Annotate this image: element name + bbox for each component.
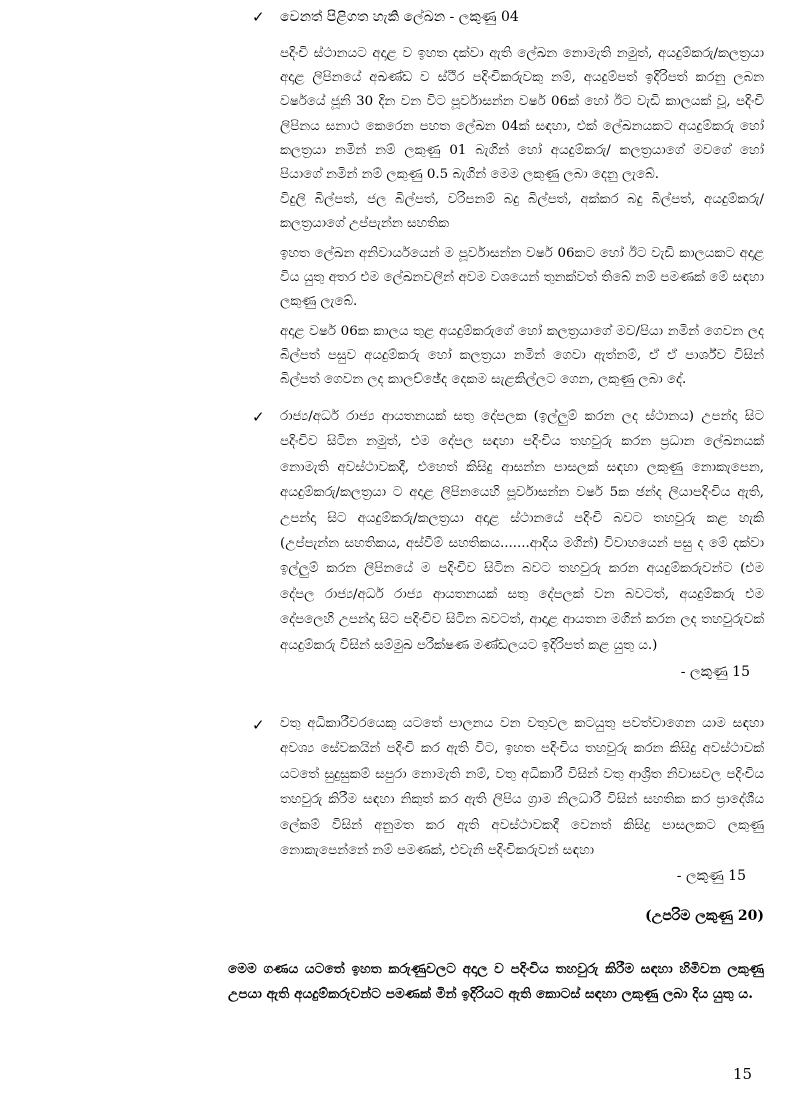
paragraph-six-year-requirement: ඉහත ලේඛන අනිවාර්යයෙන් ම පූර්වාසන්න වර්ෂ 06කට හෝ ඊට වැඩි කාලයකට අදාළ විය යුතු අතර එම ලේඛනවලින් අවම වශයෙන් තුනක්වත් තිබේ නම් පමණක් මේ සඳහා ලකුණු ලැබේ.	[280, 246, 764, 310]
checkmark-icon: ✓	[252, 8, 265, 26]
section-heading-other-documents: වෙනත් පිළිගත හැකි ලේඛන - ලකුණු 04	[280, 9, 519, 25]
page-number: 15	[733, 1065, 753, 1083]
marks-estate: - ලකුණු 15	[676, 868, 746, 884]
paragraph-parent-bills: අදාළ වර්ෂ 06ක කාලය තුළ අයදුම්කරුගේ හෝ කලත්‍රයාගේ මව/පියා නමින් ගෙවන ලද බිල්පත් පසුව අයදුම්කරු හෝ කලත්‍රයා නමින් ගෙවා ඇත්නම්, ඒ ඒ පාර්ශ්ව විසින් බිල්පත් ගෙවන ලද කාලච්ඡේද දෙකම සැළකිල්ලට ගෙන, ලකුණු ලබා දේ.	[280, 324, 764, 388]
paragraph-state-property: රාජ්‍ය/අර්ධ රාජ්‍ය ආයතනයක් සතු දේපලක (ඉල්ලුම් කරන ලද ස්ථානය) උපන්දා සිට පදිංචිව සිටින නමුත්, එම දේපල සඳහා පදිංචිය තහවුරු කරන ප්‍රධාන ලේඛනයක් නොමැති අවස්ථාවකදී, එහෙත් කිසිදු ආසන්න පාසලක් සඳහා ලකුණු නොකැපෙන, අයදුම්කරු/කලත්‍රයා ට අදාළ ලිපිනයෙහි පූර්වාසන්න වර්ෂ 5ක ඡන්ද ලියාපදිංචිය ඇති, උපන්දා සිට අයදුම්කරු/කලත්‍රයා අදාළ ස්ථානයේ පදිංචි බවට තහවුරු කළ හැකි (උප්පැන්න සහතිකය, අස්වීම් සහතිකය.......ආදිය මගින්) විවාහයෙන් පසු ද මේ දක්වා ඉල්ලුම් කරන ලිපිනයේ ම පදිංචිව සිටින බවට තහවුරු කරන අයදුම්කරුවන්ට (එම දේපල රාජ්‍ය/අර්ධ රාජ්‍ය ආයතනයක් සතු දේපලක් වන බවටත්, අයදුම්කරු එම දේපලෙහි උපන්දා සිට පදිංචිව සිටින බවටත්, ආදාළ ආයතන මගින් කරන ලද තහවුරුවක් අයදුම්කරු විසින් සම්මුඛ පරීක්ෂණ මණ්ඩලයට ඉදිරිපත් කළ යුතු ය.)	[280, 409, 764, 653]
checkmark-icon: ✓	[252, 716, 265, 734]
paragraph-estate-workers: වතු අධිකාරීවරයෙකු යටතේ පාලනය වන වතුවල කටයුතු පවත්වාගෙන යාම සඳහා අවශ්‍ය සේවකයින් පදිංචි කර ඇති විට, ඉහත පදිංචිය තහවුරු කරන කිසිදු අවස්ථාවක් යටතේ සුදුසුකම් සපුරා නොමැති නම්, වතු අධිකාරී විසින් වතු ආශ්‍රිත නිවාසවල පදිංචිය තහවුරු කිරීම සඳහා නිකුත් කර ඇති ලිපිය ග්‍රාම නිලධාරී විසින් සහතික කර ප්‍රාදේශීය ලේකම් විසින් අනුමත කර ඇති අවස්ථාවකදී වෙනත් කිසිදු පාසලකට ලකුණු නොකැපෙන්නේ නම් පමණක්, එවැනි පදිංචිකරුවන් සඳහා	[280, 716, 764, 859]
maximum-marks: (උපරිම ලකුණු 20)	[645, 908, 764, 924]
paragraph-bill-list: විදුලි බිල්පත්, ජල බිල්පත්, වරිපනම් බදු බිල්පත්, අක්කර බදු බිල්පත්, අයදුම්කරු/කලත්‍රයාගේ උප්පැන්න සහතික	[280, 192, 764, 232]
checkmark-icon: ✓	[252, 408, 265, 426]
marks-state-property: - ලකුණු 15	[680, 664, 750, 680]
closing-note: මෙම ගණය යටතේ ඉහත කරුණුවලට අදාල ව පදිංචිය තහවුරු කිරීම සඳහා හිමිවන ලකුණු උපයා ඇති අයදුම්කරුවන්ට පමණක් මින් ඉදිරියට ඇති කොටස් සඳහා ලකුණු ලබා දිය යුතු ය.	[228, 961, 764, 1002]
paragraph-residence-documents: පදිංචි ස්ථානයට අදාළ ව ඉහත දක්වා ඇති ලේඛන නොමැති නමුත්, අයදුම්කරු/කලත්‍රයා අදාළ ලිපිනයේ අඛණ්ඩ ව ස්ථිර පදිංචිකරුවකු නම්, අයදුම්පත් ඉදිරිපත් කරනු ලබන වර්ෂයේ ජූනි 30 දින වන විට පූර්වාසන්න වර්ෂ 06ක් හෝ ඊට වැඩි කාලයක් වූ, පදිංචි ලිපිනය සනාථ කෙරෙන පහත ලේඛන 04ක් සඳහා, එක් ලේඛනයකට අයදුම්කරු හෝ කලත්‍රයා නමින් නම් ලකුණු 01 බැගින් හෝ අයදුම්කරු/ කලත්‍රයාගේ මවගේ හෝ පියාගේ නමින් නම් ලකුණු 0.5 බැගින් මෙම ලකුණු ලබා දෙනු ලැබේ.	[280, 46, 764, 183]
